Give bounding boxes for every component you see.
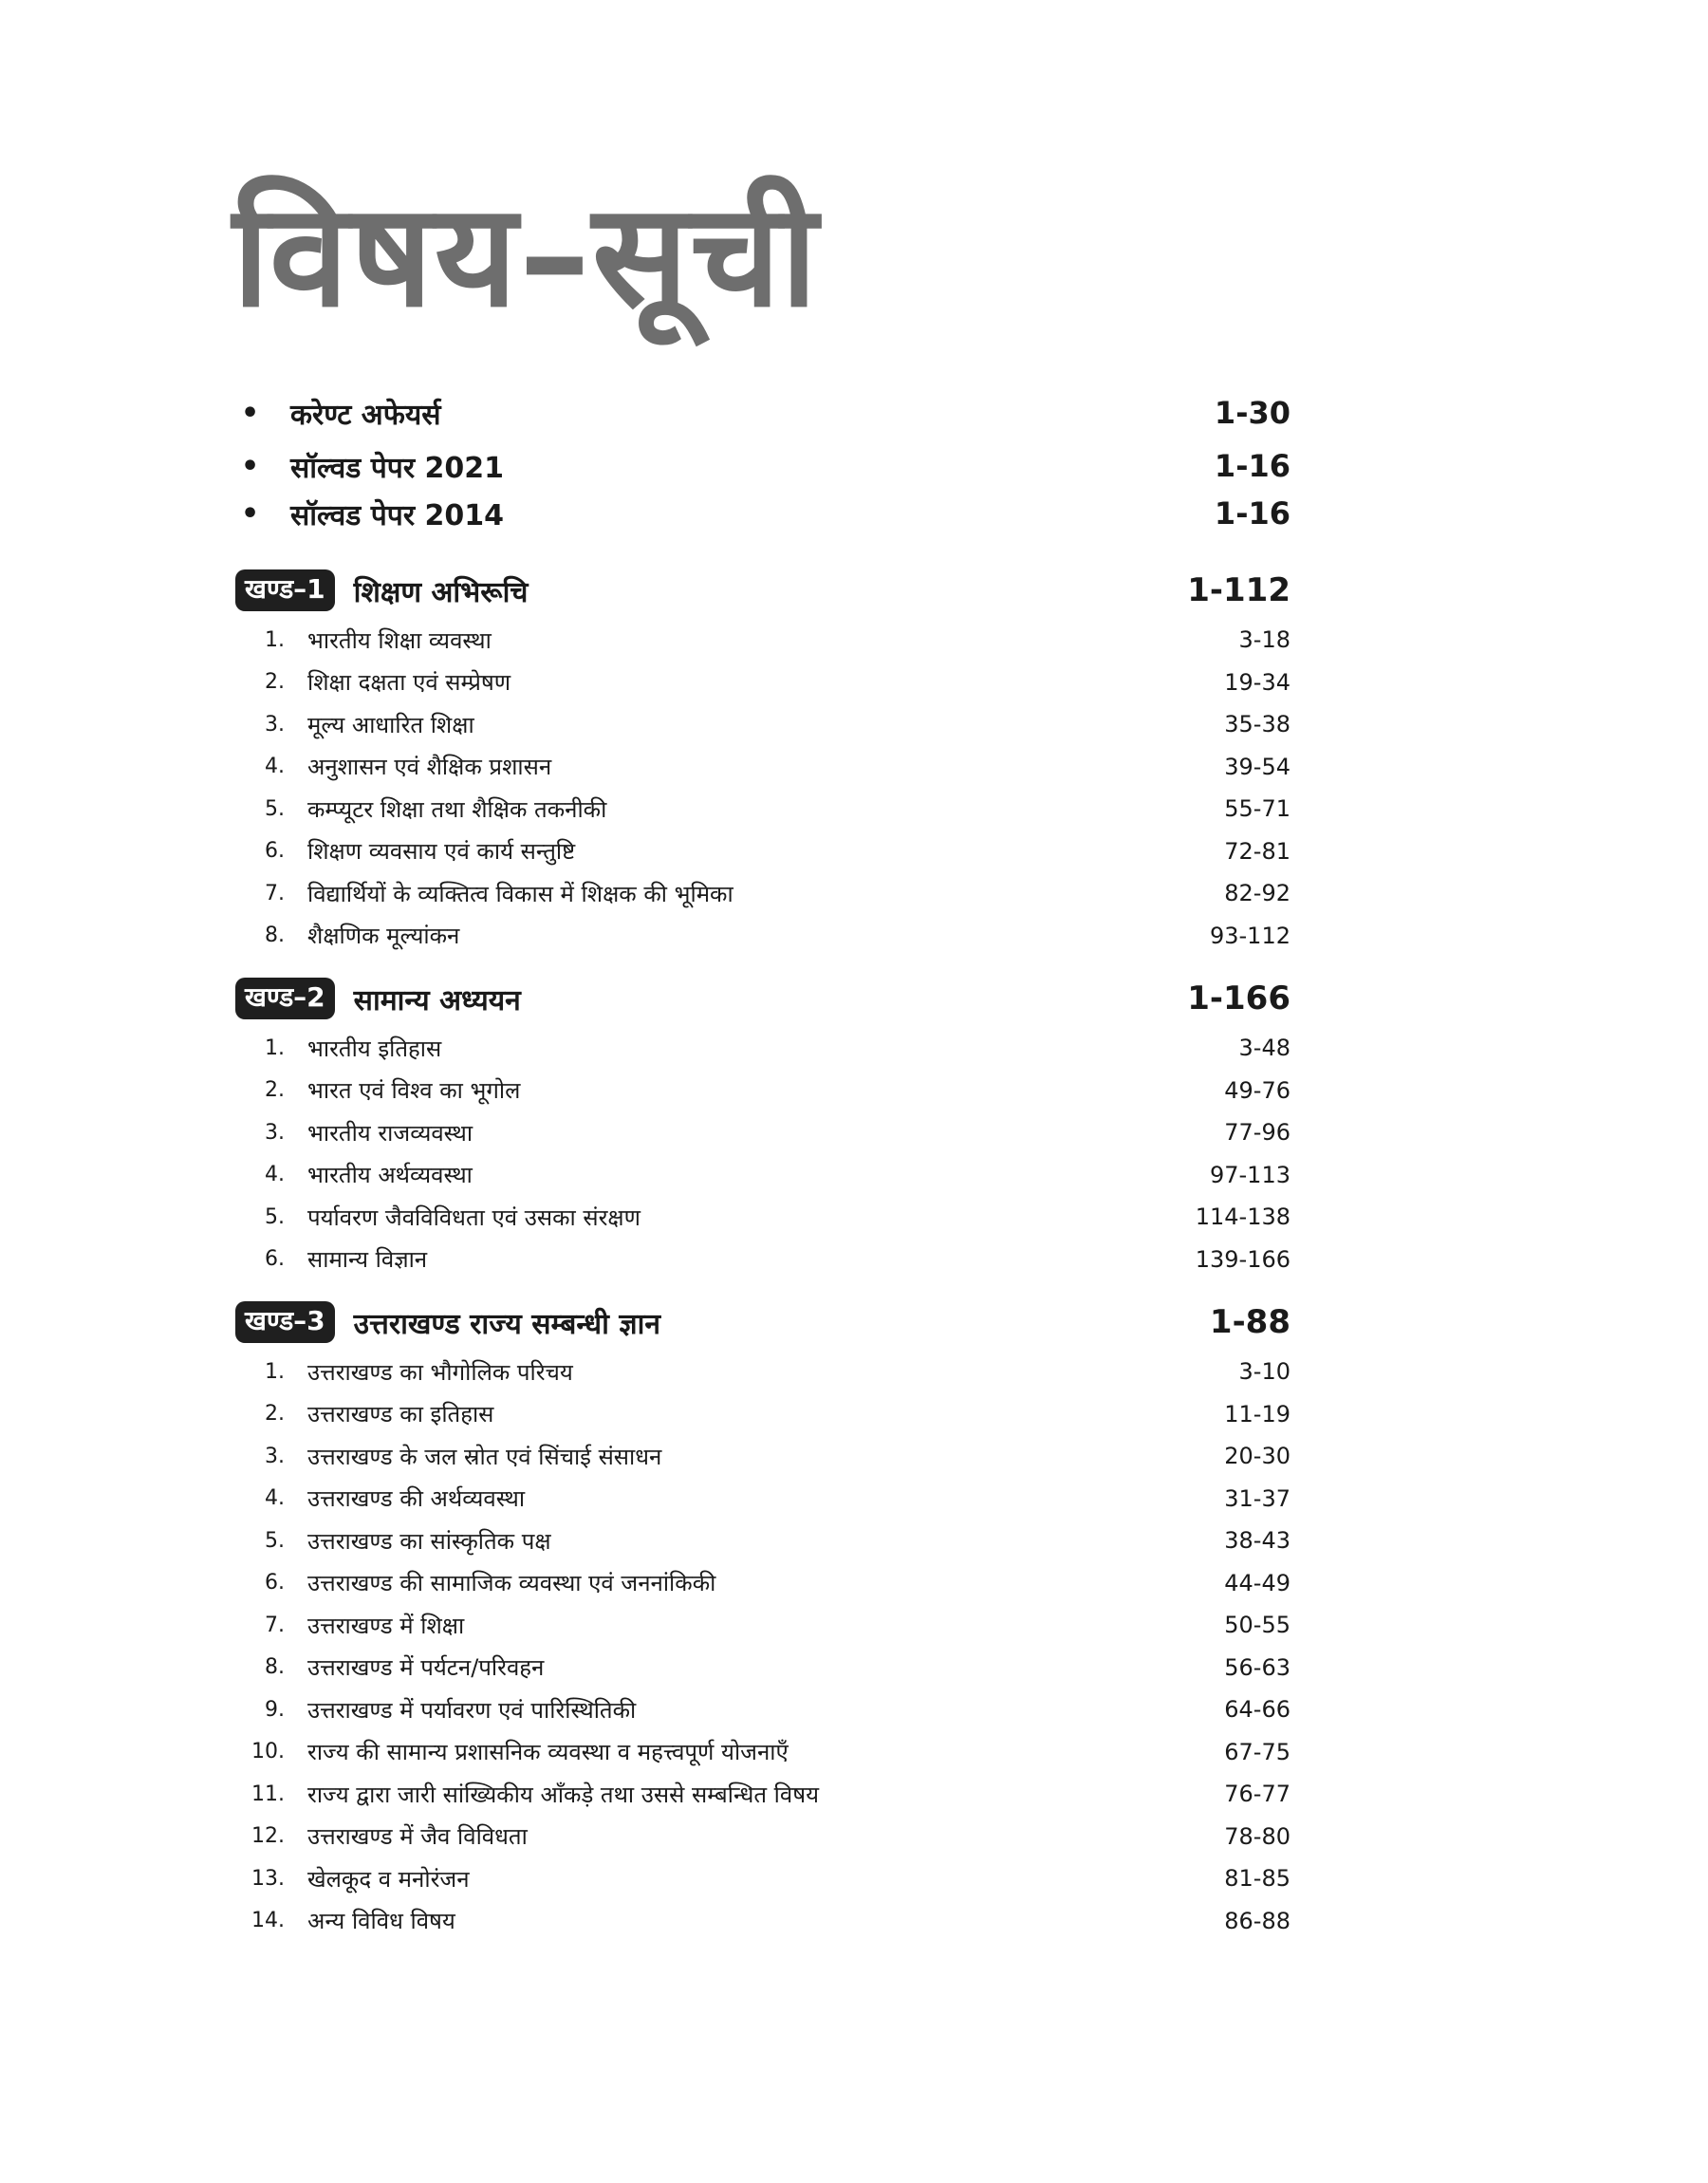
bullet-dot-icon: • (241, 449, 260, 483)
section-badge: खण्ड–2 (235, 978, 335, 1019)
list-item[interactable] (235, 1435, 1290, 1478)
item-pages: 49-76 (1224, 1076, 1290, 1104)
section-pages: 1-166 (1187, 980, 1290, 1017)
item-number: 4. (265, 1163, 285, 1187)
item-number: 12. (251, 1824, 285, 1849)
list-item[interactable] (235, 1239, 1290, 1281)
bullet-item[interactable] (235, 490, 1290, 537)
list-item[interactable] (235, 830, 1290, 873)
item-pages: 50-55 (1224, 1612, 1290, 1639)
item-label: पर्यावरण जैवविविधता एवं उसका संरक्षण (307, 1203, 640, 1231)
item-pages: 55-71 (1224, 795, 1290, 823)
item-pages: 82-92 (1224, 880, 1290, 907)
item-number: 5. (265, 1204, 285, 1229)
item-pages: 67-75 (1224, 1738, 1290, 1765)
bullet-label: करेण्ट अफेयर्स (290, 398, 441, 432)
bullet-dot-icon: • (241, 396, 260, 430)
section-item-list (235, 1351, 1290, 1942)
item-pages: 3-10 (1238, 1358, 1290, 1386)
bullet-pages: 1-16 (1214, 448, 1290, 484)
bullet-pages: 1-30 (1214, 395, 1290, 431)
item-number: 6. (265, 1247, 285, 1272)
list-item[interactable] (235, 1351, 1290, 1393)
item-pages: 56-63 (1224, 1653, 1290, 1681)
list-item[interactable] (235, 1900, 1290, 1943)
section-3 (235, 1297, 1290, 1942)
list-item[interactable] (235, 1604, 1290, 1647)
section-title: सामान्य अध्ययन (353, 983, 521, 1017)
section-1 (235, 566, 1290, 957)
item-pages: 39-54 (1224, 753, 1290, 780)
item-pages: 11-19 (1224, 1400, 1290, 1427)
list-item[interactable] (235, 1070, 1290, 1112)
item-number: 4. (265, 1486, 285, 1511)
item-label: भारत एवं विश्व का भूगोल (307, 1077, 521, 1105)
page-title: विषय–सूची (232, 174, 820, 339)
item-pages: 114-138 (1195, 1203, 1290, 1231)
list-item[interactable] (235, 619, 1290, 662)
item-pages: 93-112 (1209, 922, 1290, 949)
section-header[interactable] (235, 1297, 1290, 1347)
item-number: 1. (265, 1036, 285, 1060)
item-number: 3. (265, 1120, 285, 1145)
item-number: 11. (251, 1782, 285, 1806)
item-label: विद्यार्थियों के व्यक्तित्व विकास में शिक्षक की भूमिका (307, 880, 733, 907)
item-number: 6. (265, 839, 285, 864)
item-label: उत्तराखण्ड का इतिहास (307, 1401, 494, 1428)
section-pages: 1-112 (1187, 571, 1290, 609)
item-label: उत्तराखण्ड का सांस्कृतिक पक्ष (307, 1527, 551, 1555)
section-badge: खण्ड–3 (235, 1301, 335, 1343)
bullet-label: सॉल्वड पेपर 2014 (290, 498, 505, 532)
item-pages: 19-34 (1224, 668, 1290, 696)
section-badge: खण्ड–1 (235, 569, 335, 611)
item-label: शिक्षण व्यवसाय एवं कार्य सन्तुष्टि (307, 838, 576, 866)
item-number: 2. (265, 1402, 285, 1427)
item-label: शैक्षणिक मूल्यांकन (307, 923, 460, 950)
item-pages: 35-38 (1224, 711, 1290, 738)
list-item[interactable] (235, 1816, 1290, 1858)
bullet-pages: 1-16 (1214, 495, 1290, 532)
item-number: 2. (265, 670, 285, 695)
item-label: भारतीय राजव्यवस्था (307, 1119, 473, 1147)
item-number: 6. (265, 1571, 285, 1595)
item-number: 4. (265, 755, 285, 779)
item-label: उत्तराखण्ड में पर्यटन/परिवहन (307, 1654, 545, 1682)
item-label: कम्प्यूटर शिक्षा तथा शैक्षिक तकनीकी (307, 795, 607, 823)
list-item[interactable] (235, 1478, 1290, 1521)
section-item-list (235, 619, 1290, 957)
item-label: भारतीय शिक्षा व्यवस्था (307, 626, 492, 654)
list-item[interactable] (235, 1731, 1290, 1774)
section-header[interactable] (235, 974, 1290, 1023)
item-number: 7. (265, 1613, 285, 1637)
item-label: उत्तराखण्ड में पर्यावरण एवं पारिस्थितिकी (307, 1696, 637, 1724)
item-label: उत्तराखण्ड की सामाजिक व्यवस्था एवं जननांकिकी (307, 1570, 716, 1597)
item-pages: 38-43 (1224, 1527, 1290, 1555)
list-item[interactable] (235, 872, 1290, 915)
section-header[interactable] (235, 566, 1290, 615)
item-label: अनुशासन एवं शैक्षिक प्रशासन (307, 754, 552, 781)
item-pages: 44-49 (1224, 1569, 1290, 1596)
bullet-item[interactable] (235, 442, 1290, 490)
item-pages: 72-81 (1224, 837, 1290, 865)
list-item[interactable] (235, 788, 1290, 830)
list-item[interactable] (235, 1520, 1290, 1562)
item-label: भारतीय इतिहास (307, 1035, 442, 1062)
item-label: उत्तराखण्ड की अर्थव्यवस्था (307, 1485, 526, 1513)
item-number: 13. (251, 1866, 285, 1891)
item-pages: 77-96 (1224, 1119, 1290, 1147)
list-item[interactable] (235, 1111, 1290, 1154)
item-number: 3. (265, 1444, 285, 1468)
section-title: उत्तराखण्ड राज्य सम्बन्धी ज्ञान (353, 1307, 660, 1341)
list-item[interactable] (235, 1647, 1290, 1689)
item-pages: 31-37 (1224, 1484, 1290, 1512)
item-pages: 81-85 (1224, 1865, 1290, 1893)
item-number: 8. (265, 924, 285, 948)
item-label: सामान्य विज्ञान (307, 1246, 428, 1274)
item-number: 14. (251, 1909, 285, 1933)
list-item[interactable] (235, 662, 1290, 704)
item-label: राज्य की सामान्य प्रशासनिक व्यवस्था व महत्त्वपूर्ण योजनाएँ (307, 1739, 789, 1766)
item-pages: 97-113 (1209, 1161, 1290, 1188)
list-item[interactable] (235, 746, 1290, 789)
item-label: शिक्षा दक्षता एवं सम्प्रेषण (307, 669, 511, 697)
item-label: मूल्य आधारित शिक्षा (307, 711, 474, 738)
item-number: 1. (265, 1359, 285, 1384)
item-pages: 86-88 (1224, 1907, 1290, 1934)
item-number: 10. (251, 1740, 285, 1764)
item-number: 5. (265, 796, 285, 821)
item-label: उत्तराखण्ड में जैव विविधता (307, 1823, 528, 1851)
item-label: अन्य विविध विषय (307, 1908, 455, 1935)
table-of-contents (235, 389, 1290, 1942)
item-pages: 78-80 (1224, 1822, 1290, 1850)
item-pages: 76-77 (1224, 1781, 1290, 1808)
item-label: उत्तराखण्ड के जल स्रोत एवं सिंचाई संसाधन (307, 1443, 662, 1470)
item-pages: 3-48 (1238, 1035, 1290, 1062)
bullet-dot-icon: • (241, 496, 260, 531)
item-number: 1. (265, 627, 285, 652)
section-2 (235, 974, 1290, 1280)
bullet-label: सॉल्वड पेपर 2021 (290, 451, 505, 485)
section-item-list (235, 1027, 1290, 1280)
item-label: खेलकूद व मनोरंजन (307, 1865, 470, 1893)
item-label: राज्य द्वारा जारी सांख्यिकीय आँकड़े तथा उससे सम्बन्धित विषय (307, 1781, 820, 1808)
list-item[interactable] (235, 1196, 1290, 1239)
item-number: 7. (265, 881, 285, 905)
list-item[interactable] (235, 703, 1290, 746)
list-item[interactable] (235, 1154, 1290, 1197)
bullet-item[interactable] (235, 389, 1290, 437)
section-title: शिक्षण अभिरूचि (353, 575, 529, 609)
item-label: उत्तराखण्ड का भौगोलिक परिचय (307, 1358, 573, 1386)
item-pages: 20-30 (1224, 1443, 1290, 1470)
item-number: 5. (265, 1528, 285, 1553)
item-number: 3. (265, 712, 285, 737)
section-pages: 1-88 (1209, 1303, 1290, 1341)
list-item[interactable] (235, 1027, 1290, 1070)
item-number: 8. (265, 1655, 285, 1680)
item-number: 9. (265, 1697, 285, 1722)
list-item[interactable] (235, 1857, 1290, 1900)
item-number: 2. (265, 1078, 285, 1103)
list-item[interactable] (235, 915, 1290, 958)
item-pages: 64-66 (1224, 1696, 1290, 1724)
item-pages: 3-18 (1238, 626, 1290, 654)
list-item[interactable] (235, 1689, 1290, 1731)
item-label: भारतीय अर्थव्यवस्था (307, 1162, 473, 1189)
item-label: उत्तराखण्ड में शिक्षा (307, 1612, 465, 1639)
item-pages: 139-166 (1195, 1245, 1290, 1273)
list-item[interactable] (235, 1773, 1290, 1816)
list-item[interactable] (235, 1393, 1290, 1436)
list-item[interactable] (235, 1562, 1290, 1605)
